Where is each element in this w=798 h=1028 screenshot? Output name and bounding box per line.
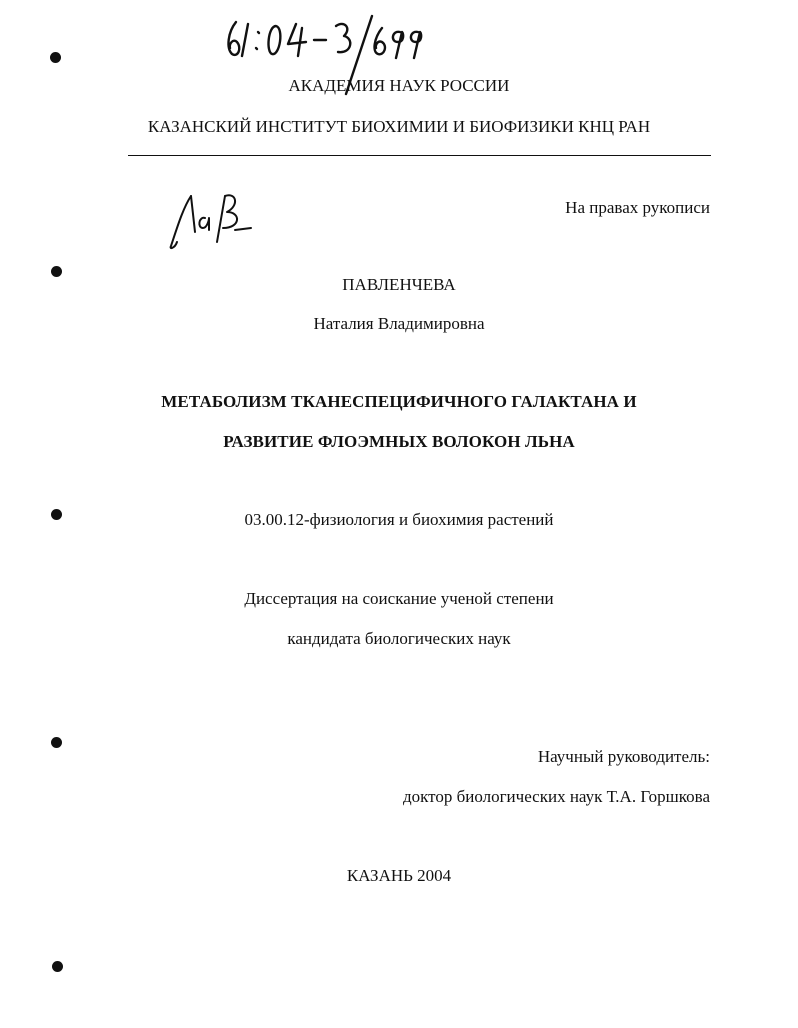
- dissertation-title-line-1: МЕТАБОЛИЗМ ТКАНЕСПЕЦИФИЧНОГО ГАЛАКТАНА И: [161, 392, 637, 411]
- degree-line-2: кандидата биологических наук: [287, 629, 511, 648]
- signature: [165, 188, 255, 254]
- punch-hole-4: [51, 737, 62, 748]
- dissertation-title-line-2: РАЗВИТИЕ ФЛОЭМНЫХ ВОЛОКОН ЛЬНА: [223, 432, 575, 451]
- specialty-code: 03.00.12-физиология и биохимия растений: [244, 510, 554, 529]
- supervisor-name: доктор биологических наук Т.А. Горшкова: [402, 787, 710, 806]
- institute-name: КАЗАНСКИЙ ИНСТИТУТ БИОХИМИИ И БИОФИЗИКИ КНЦ РАН: [147, 117, 651, 136]
- city-year: КАЗАНЬ 2004: [346, 866, 452, 885]
- author-surname: ПАВЛЕНЧЕВА: [342, 275, 456, 294]
- academy-name: АКАДЕМИЯ НАУК РОССИИ: [288, 76, 510, 95]
- manuscript-rights-note: На правах рукописи: [565, 198, 710, 217]
- header-divider: [128, 155, 711, 156]
- supervisor-label: Научный руководитель:: [537, 747, 710, 766]
- punch-hole-1: [50, 52, 61, 63]
- degree-line-1: Диссертация на соискание ученой степени: [244, 589, 554, 608]
- punch-hole-5: [52, 961, 63, 972]
- author-given-names: Наталия Владимировна: [313, 314, 485, 333]
